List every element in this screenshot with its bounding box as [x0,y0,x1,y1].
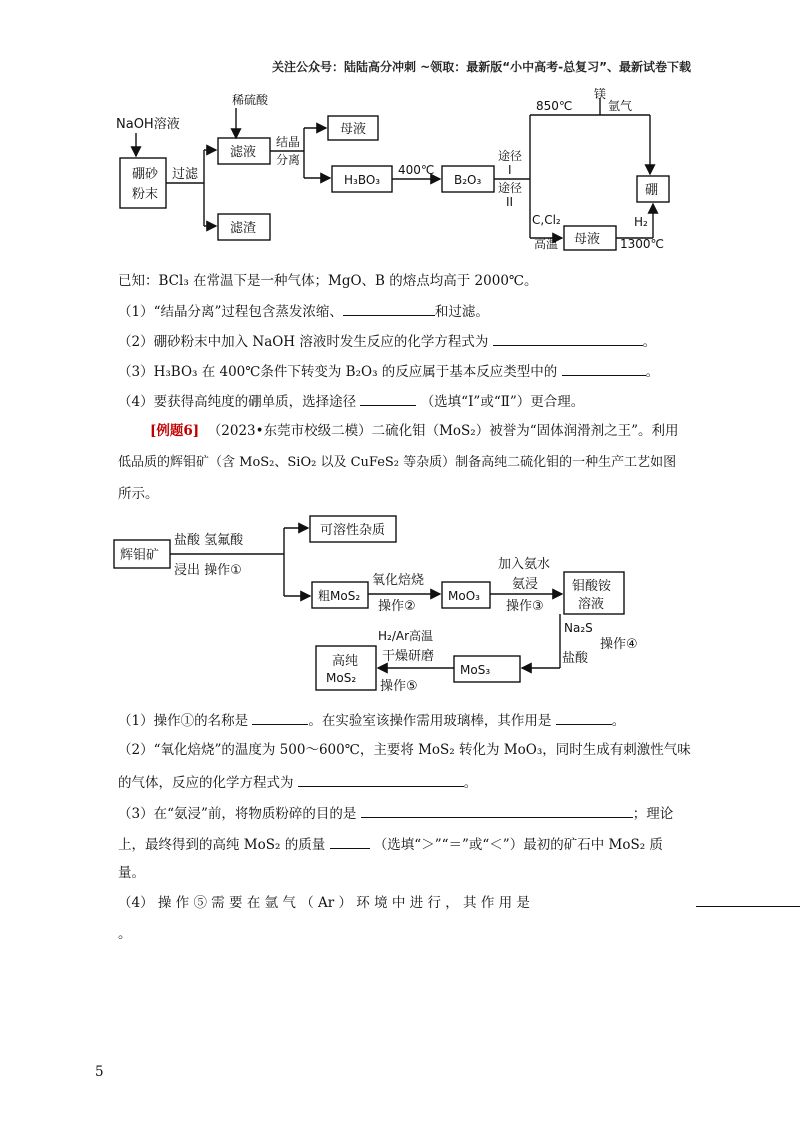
route-2-label-a: 途径 [498,181,523,195]
mos2-question-3-line-1 [118,803,673,824]
example-line-1 [150,421,679,441]
mos2-question-1 [118,710,625,731]
c-cl2-label: C,Cl₂ [532,213,561,227]
ammonia-leach-label: 氨浸 [512,577,539,592]
residue-box-label: 滤渣 [230,221,257,236]
mos2-question-1-mid: 。在实验室该操作需用玻璃棒，其作用是 [308,713,552,729]
mos2-question-3-text-2: 上，最终得到的高纯 MoS₂ 的质量 [118,837,326,853]
answer-blank-4[interactable] [360,391,416,406]
mos3-box-label: MoS₃ [460,663,491,677]
mother-liquor-2-box-label: 母液 [574,232,601,247]
add-ammonia-label: 加入氨水 [498,557,551,572]
question-3-tail: 。 [645,364,660,380]
mos2-question-4-text: （4） 操 作 ⑤ 需 要 在 氩 气 （ Ar ） 环 境 中 进 行 ， 其 作 用 是 [118,895,530,911]
moo3-box-label: MoO₃ [448,589,480,603]
example-text-1: （2023•东莞市校级二模）二硫化钼（MoS₂）被誉为“固体润滑剂之王”。利用 [207,423,679,439]
mos2-question-2-tail: 。 [463,775,478,791]
op4-label: 操作④ [600,637,638,652]
mos2-question-3-tail: ；理论 [632,806,674,822]
mos2-answer-blank-3b[interactable] [330,834,370,849]
page-header: 关注公众号：陆陆高分冲刺 ~领取：最新版“小中高考-总复习”、最新试卷下载 [272,60,691,74]
boron-process-diagram [100,88,680,258]
h3bo3-box-label: H₃BO₃ [344,173,381,187]
mos2-question-4-tail: 。 [118,926,132,942]
mos2-question-2-text: 的气体，反应的化学方程式为 [118,775,294,791]
known-info: 已知：BCl₃ 在常温下是一种气体；MgO、B 的熔点均高于 2000℃。 [118,273,538,289]
pure-mos2-label-1: 高纯 [332,654,359,669]
h2-label: H₂ [634,215,648,229]
b2o3-box-label: B₂O₃ [454,173,482,187]
boron-box-label: 硼 [645,183,659,198]
high-temp-label: 高温 [534,237,559,251]
mos2-answer-blank-3a[interactable] [361,803,633,818]
oxidative-roast-label: 氧化焙烧 [372,573,425,588]
soluble-impurities-box-label: 可溶性杂质 [320,523,386,538]
op2-label: 操作② [378,599,416,614]
question-4 [118,391,584,412]
crystal-label-2: 分离 [276,153,301,167]
example-tag: [例题6] [150,423,200,439]
question-3-text: （3）H₃BO₃ 在 400℃条件下转变为 B₂O₃ 的反应属于基本反应类型中的 [118,364,558,380]
mos2-process-diagram [110,510,650,700]
route-1-label-b: I [508,163,512,177]
h2-ar-label: H₂/Ar高温 [378,629,434,643]
question-1-tail: 和过滤。 [434,304,489,320]
mother-liquor-box-label: 母液 [340,122,367,137]
raw-label-2: 粉末 [132,187,159,202]
question-2-tail: 。 [642,334,657,350]
question-1-text: （1）“结晶分离”过程包含蒸发浓缩、 [118,304,343,320]
temp-850-label: 850℃ [536,99,573,113]
ammonium-molybdate-label-1: 钼酸铵 [572,579,612,594]
raw-label-1: 硼砂 [132,167,159,182]
pure-mos2-label-2: MoS₂ [326,671,357,685]
mos2-question-2-line-1: （2）“氧化焙烧”的温度为 500～600℃，主要将 MoS₂ 转化为 MoO₃，同时生成有刺激性气味 [118,742,691,758]
mos2-answer-blank-4[interactable] [696,906,800,907]
example-line-2: 低品质的辉钼矿（含 MoS₂、SiO₂ 以及 CuFeS₂ 等杂质）制备高纯二硫化钼的一种生产工艺如图 [118,455,677,470]
dry-grind-label: 干燥研磨 [382,649,435,664]
example-line-3: 所示。 [118,486,159,502]
route-1-label-a: 途径 [498,149,523,163]
naoh-label: NaOH溶液 [116,117,180,132]
mos2-question-2-line-2 [118,772,477,793]
mos2-question-1-tail: 。 [611,713,626,729]
op3-label: 操作③ [506,599,544,614]
hcl-label: 盐酸 [562,651,589,666]
acids-label: 盐酸 氢氟酸 [174,533,244,548]
answer-blank-1[interactable] [343,301,435,316]
mos2-answer-blank-2[interactable] [298,772,464,787]
question-4-text: （4）要获得高纯度的硼单质，选择途径 [118,394,357,410]
na2s-label: Na₂S [564,621,593,635]
temp-400-label: 400℃ [398,163,435,177]
mos2-question-3-text: （3）在“氨浸”前，将物质粉碎的目的是 [118,806,357,822]
mos2-answer-blank-1a[interactable] [252,710,308,725]
leach-op1-label: 浸出 操作① [174,563,242,578]
dilute-acid-label: 稀硫酸 [232,93,269,107]
answer-blank-3[interactable] [562,361,646,376]
question-4-tail: （选填“Ⅰ”或“Ⅱ”）更合理。 [420,394,585,410]
crude-mos2-box-label: 粗MoS₂ [318,589,361,603]
question-3 [118,361,659,382]
mos2-question-1-text: （1）操作①的名称是 [118,713,249,729]
ammonium-molybdate-label-2: 溶液 [578,597,605,612]
route-2-label-b: II [506,195,514,209]
crystal-label-1: 结晶 [276,135,301,149]
question-1 [118,301,489,322]
question-2 [118,331,656,352]
page-number: 5 [95,1064,104,1080]
mos2-question-4 [118,893,530,913]
mos2-question-3-text-3: （选填“＞”“＝”或“＜”）最初的矿石中 MoS₂ 质 [373,837,663,853]
mg-label: 镁 [594,88,607,101]
ore-box-label: 辉钼矿 [120,548,160,563]
question-2-text: （2）硼砂粉末中加入 NaOH 溶液时发生反应的化学方程式为 [118,334,489,350]
mos2-question-3-line-3: 量。 [118,865,145,881]
mos2-question-3-line-2 [118,834,663,855]
filter-label: 过滤 [172,167,199,182]
temp-1300-label: 1300℃ [620,237,665,251]
filtrate-box-label: 滤液 [230,145,257,160]
op5-label: 操作⑤ [380,679,418,694]
mos2-answer-blank-1b[interactable] [556,710,612,725]
answer-blank-2[interactable] [493,331,643,346]
argon-label: 氩气 [608,99,633,113]
